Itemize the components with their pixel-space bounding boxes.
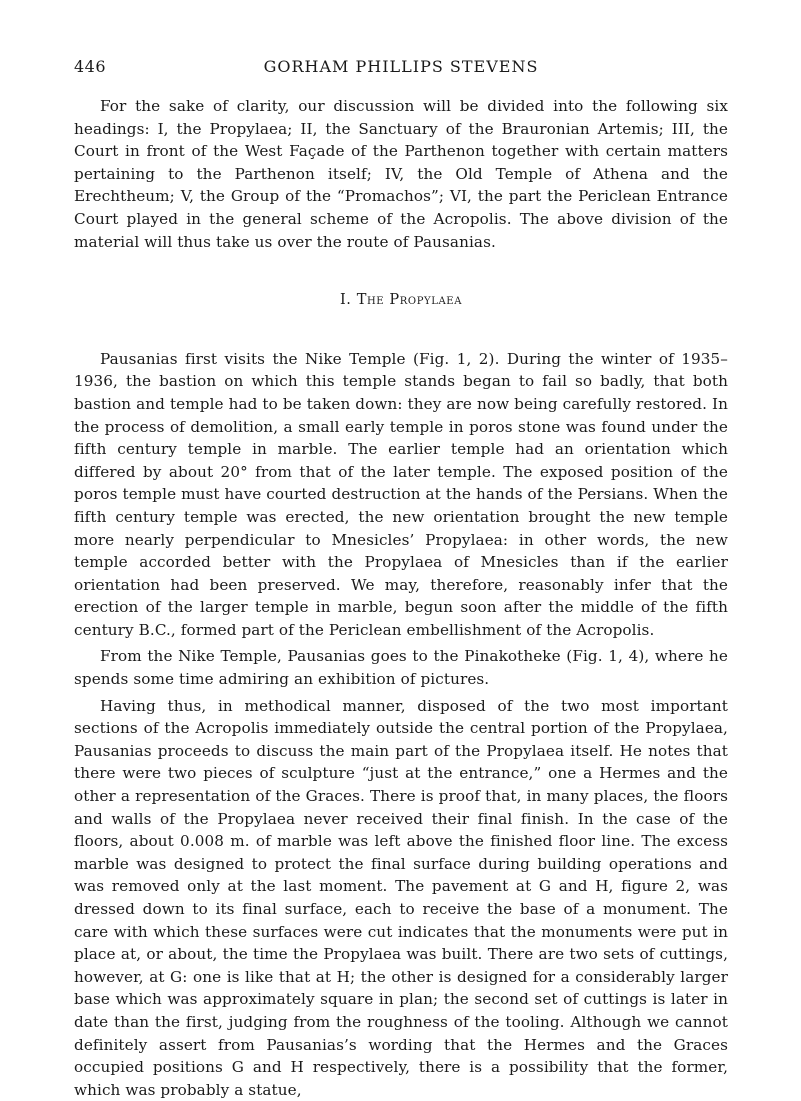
running-head: GORHAM PHILLIPS STEVENS [263, 57, 539, 76]
paragraph-2: From the Nike Temple, Pausanias goes to the Pinakotheke (Fig. 1, 4), where he spends some time admiring an exhibition of pictures. [74, 647, 728, 689]
paragraph-3: Having thus, in methodical manner, disposed of the two most important sections of the Acropolis immediately outside the central portion of the Propylaea, Pausanias proceeds to discuss the main part of the Propylaea itself. He notes that there were two pieces of sculpture “just at the entrance,” one a Hermes and the other a representation of the Graces. There is proof that, in many places, the floors and walls of the Propylaea never received their final finish. In the case of the floors, about 0.008 m. of marble was left above the finished floor line. The excess marble was designed to protect the final surface during building operations and was removed only at the last moment. The pavement at G and H, figure 2, was dressed down to its final surface, each to receive the base of a monument. The care with which these surfaces were cut indicates that the monuments were put in place at, or about, the time the Propylaea was built. There are two sets of cuttings, however, at G: one is like that at H; the other is designed for a considerably larger base which was approximately square in plan; the second set of cuttings is later in date than the first, judging from the roughness of the tooling. Although we cannot definitely assert from Pausanias’s wording that the Hermes and the Graces occupied positions G and H respectively, there is a possibility that the former, which was probably a statue, [74, 696, 728, 1099]
body-text [74, 95, 728, 1101]
paragraph-1: Pausanias first visits the Nike Temple (Fig. 1, 2). During the winter of 1935–1936, the bastion on which this temple stands began to fail so badly, that both bastion and temple had to be taken down: they are now being carefully restored. In the process of demolition, a small early temple in poros stone was found under the fifth century temple in marble. The earlier temple had an orientation which differed by about 20° from that of the later temple. The exposed position of the poros temple must have courted destruction at the hands of the Persians. When the fifth century temple was erected, the new orientation brought the new temple more nearly perpendicular to Mnesicles’ Propylaea: in other words, the new temple accorded better with the Propylaea of Mnesicles than if the earlier orientation had been preserved. We may, therefore, reasonably infer that the erection of the larger temple in marble, begun soon after the middle of the fifth century B.C., formed part of the Periclean embellishment of the Acropolis. [74, 349, 728, 639]
page-number: 446 [74, 57, 107, 76]
intro-paragraph: For the sake of clarity, our discussion will be divided into the following six headings: I, the Propylaea; II, the Sanctuary of the Brauronian Artemis; III, the Court in front of the West Façade of the Parthenon together with certain matters pertaining to the Parthenon itself; IV, the Old Temple of Athena and the Erechtheum; V, the Group of the “Promachos”; VI, the part the Periclean Entrance Court played in the general scheme of the Acropolis. The above division of the material will thus take us over the route of Pausanias. [74, 97, 728, 251]
page-header [74, 57, 728, 81]
section-heading: I. The Propylaea [339, 292, 463, 309]
